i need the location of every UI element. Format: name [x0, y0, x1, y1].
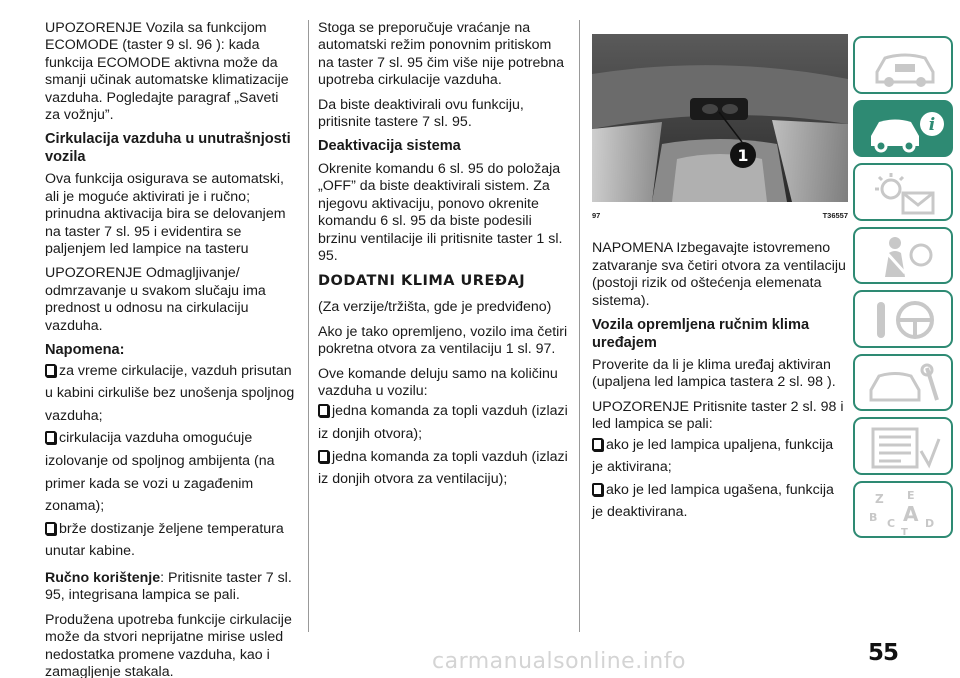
- list-item: [318, 400, 570, 445]
- list-item-text: ako je led lampica ugašena, funkcija je deaktivirana.: [592, 481, 834, 521]
- tab-specifications[interactable]: [853, 417, 953, 475]
- tab-maintenance[interactable]: [853, 354, 953, 412]
- tab-starting[interactable]: [853, 290, 953, 348]
- tab-safety[interactable]: [853, 227, 953, 285]
- tab-car-info[interactable]: [853, 100, 953, 158]
- heading-circulation: Cirkulacija vazduha u unutrašnjosti vozila: [45, 131, 291, 165]
- tab-index[interactable]: [853, 481, 953, 539]
- warning-press: UPOZORENJE Pritisnite taster 2 sl. 98 i led lampica se pali:: [592, 398, 844, 433]
- section-heading: DODATNI KLIMA UREĐAJ: [318, 273, 526, 290]
- tab-lights[interactable]: [853, 163, 953, 221]
- column-middle: [318, 20, 570, 491]
- key-steering-icon: [865, 296, 945, 344]
- list-item-text: ako je led lampica upaljena, funkcija je aktivirana;: [592, 436, 834, 476]
- paragraph-deactivate-hint: Da biste deaktivirali ovu funkciju, pritisnite tastere 7 sl. 95.: [318, 96, 524, 131]
- lights-mail-icon: [865, 169, 945, 217]
- svg-text:A: A: [903, 501, 919, 526]
- tab-dashboard[interactable]: [853, 36, 953, 94]
- column-left: [45, 20, 295, 678]
- list-item: [318, 446, 570, 491]
- checkbox-bullet-icon: [45, 431, 56, 444]
- car-wrench-icon: [865, 360, 945, 408]
- car-dashboard-icon: [865, 42, 945, 90]
- heading-deactivation: Deaktivacija sistema: [318, 138, 461, 155]
- manual-label: Ručno korištenje: [45, 569, 161, 586]
- paragraph-vents: Ako je tako opremljeno, vozilo ima četiri pokretna otvora za ventilaciju 1 sl. 97.: [318, 323, 568, 358]
- checkbox-bullet-icon: [45, 364, 56, 377]
- paragraph-prolonged: Produžena upotreba funkcije cirkulacije može da stvori neprijatne mirise usled nedostatka promene vazduha, kao i zamagljenje stakala.: [45, 611, 292, 678]
- list-item-text: za vreme cirkulacije, vazduh prisutan u kabini cirkuliše bez unošenja spoljnog vazduha;: [45, 362, 295, 424]
- manual-text: : Pritisnite taster 7 sl. 95, integrisana lampica se pali.: [45, 569, 292, 604]
- checkbox-bullet-icon: [318, 450, 329, 463]
- svg-text:Z: Z: [875, 491, 884, 506]
- figure-vents-photo: [592, 34, 848, 202]
- column-divider: [579, 20, 580, 632]
- checkbox-bullet-icon: [592, 438, 603, 451]
- alphabet-index-icon: [865, 487, 945, 535]
- svg-text:T: T: [901, 526, 908, 535]
- svg-text:C: C: [887, 516, 896, 530]
- seatbelt-airbag-icon: [865, 233, 945, 281]
- svg-text:i: i: [928, 114, 936, 135]
- heading-manual-ac: Vozila opremljena ručnim klima uređajem: [592, 317, 810, 351]
- car-info-icon: [865, 106, 945, 154]
- list-item: [45, 427, 295, 517]
- svg-text:B: B: [869, 510, 878, 524]
- list-item: [45, 518, 295, 563]
- paragraph-check-ac: Proverite da li je klima uređaj aktiviran (upaljena led lampica tastera 2 sl. 98 ).: [592, 357, 836, 391]
- paragraph-manual: [45, 570, 295, 605]
- list-item: [45, 360, 295, 428]
- paragraph-circulation: Ova funkcija osigurava se automatski, ali je moguće aktivirati je i ručno; prinudna aktivacija bira se delovanjem na taster 7 sl. 95 i evidentira se paljenjem led lampice na tasteru: [45, 171, 286, 258]
- warning-defog: UPOZORENJE Odmagljivanje/ odmrzavanje u svakom slučaju ima prednost u odnosu na cirkulaciju vazduha.: [45, 265, 266, 334]
- list-item-text: brže dostizanje željene temperatura unutar kabine.: [45, 520, 284, 560]
- chapter-sidebar: [853, 36, 953, 544]
- checkbox-bullet-icon: [592, 483, 603, 496]
- note-label: Napomena:: [45, 342, 125, 359]
- list-item-text: jedna komanda za topli vazduh (izlazi iz donjih otvora za ventilaciju);: [318, 448, 568, 488]
- car-interior-illustration: [592, 34, 848, 202]
- paragraph-deactivation: Okrenite komandu 6 sl. 95 do položaja „OFF” da biste deaktivirali sistem. Za njegovu aktivaciju, ponovo okrenite komandu 6 sl. 95 da biste podesili brzinu ventilacije ili pritisnite taster 1 sl. 95.: [318, 160, 563, 264]
- list-item: [592, 479, 848, 524]
- warning-ecomode: UPOZORENJE Vozila sa funkcijom ECOMODE (taster 9 sl. 96 ): kada funkcija ECOMODE aktivna može da smanji učinak automatske klimatizacije vazduha. Pogledajte paragraf „Saveti za vožnju”.: [45, 20, 289, 124]
- list-item-text: jedna komanda za topli vazduh (izlazi iz donjih otvora);: [318, 403, 568, 442]
- figure-number: 97: [592, 211, 601, 220]
- callout-label: 1: [737, 146, 749, 165]
- checkbox-bullet-icon: [318, 404, 329, 417]
- column-right: [592, 20, 848, 524]
- svg-text:D: D: [925, 516, 935, 530]
- column-divider: [308, 20, 309, 632]
- spec-list-icon: [865, 423, 945, 471]
- paragraph-controls: Ove komande deluju samo na količinu vazduha u vozilu:: [318, 365, 558, 399]
- page-number: 55: [868, 640, 899, 666]
- watermark: carmanualsonline.info: [432, 649, 686, 674]
- list-item: [592, 434, 848, 479]
- figure-code: T36557: [822, 211, 848, 220]
- svg-text:E: E: [907, 488, 915, 502]
- list-item-text: cirkulacija vazduha omogućuje izolovanje od spoljnog ambijenta (na primer kada se vozi u zagađenim zonama);: [45, 430, 275, 515]
- checkbox-bullet-icon: [45, 522, 56, 535]
- paragraph-recommend: Stoga se preporučuje vraćanje na automatski režim ponovnim pritiskom na taster 7 sl. 95 čim više nije potrebna upotreba cirkulacije vazduha.: [318, 20, 565, 89]
- note-vents: NAPOMENA Izbegavajte istovremeno zatvaranje sva četiri otvora za ventilaciju (postoji rizik od oštećenja elemenata sistema).: [592, 240, 846, 309]
- paragraph-versions: (Za verzije/tržišta, gde je predviđeno): [318, 299, 552, 316]
- figure-caption: [592, 207, 848, 224]
